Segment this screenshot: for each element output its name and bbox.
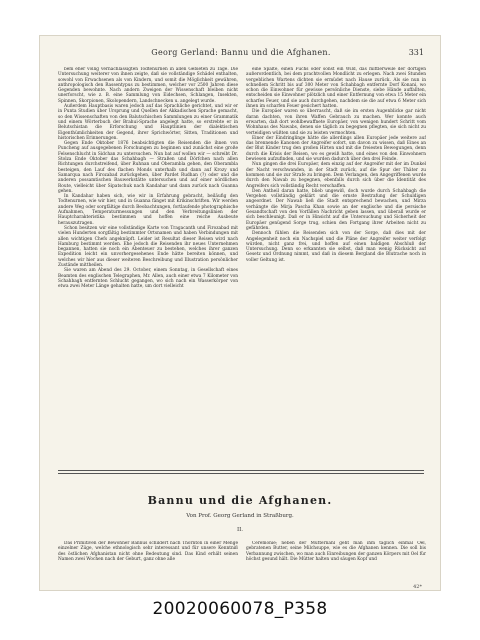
right-column — [246, 67, 426, 451]
article-left-column — [58, 541, 238, 583]
divider-rule — [58, 473, 424, 474]
paragraph: Die Europäer waren so überrascht, daß sie im ersten Augenblicke gar nicht daran dachten, von ihren Waffen Gebrauch zu machen. Wer konnte auch erwarten, daß dort wohlbewaffnete Europäer, von wenigen hundert Schritt vom Wohnhaus des Nawabs, denen sie täglich zu begegnen pflegten, sie sich nicht zu verteidigen wüßten und sie zu leisten vermochten. — [246, 109, 426, 136]
scanned-page — [40, 36, 440, 590]
paragraph: Sie waren am Abend des 29. October, einem Sonntag, in Gesellschaft eines Beamten des englischen Telegraphen, Mr. Allen, auch einer etwa 7 Kilometer von Schahbagh entfernten Schlucht gegangen, wo sich nach ein Wasserkörper von etwa zwei Meter Länge gehalten hatte, um dort vielleicht — [58, 268, 238, 290]
section-number: II. — [236, 527, 244, 533]
article-title: Bannu und die Afghanen. — [147, 494, 333, 507]
paragraph: bem eher völlig vernachlässigten Todtenurnen in allen Gebieten zu Tage. Die Untersuchung weiterer von ihnen zeigte, daß sie vollständige Schädel enthalten, sowohl von Erwachsenen als von Kindern, und somit die Möglichkeit gewähren, anthropologisch den Rassentypus zu bestimmen, welcher vor 2500 Jahren diese Gegenden bewohnte. Nach andern Zweigen der Wissenschaft bleiben nicht unerforscht, wie z. B. eine Sammlung von Eidechsen, Schlangen, Insekten, Spinnen, Skorpionen, Skolopendern, Landschnecken u. angelegt wurde. — [58, 67, 238, 104]
signature-mark: 42* — [413, 584, 422, 590]
article-right-column — [246, 541, 426, 583]
article-byline: Von Prof. Georg Gerland in Straßburg. — [186, 513, 294, 519]
paragraph: eine Spalte, einen Fuchs oder sonst ein Wild, das mittlerweile der dortigen außerordentlich, bei dem prachtvollen Mondlicht zu erlegen. Nach zwei Stunden vergeblichen Wartens dichten sie ermüdet nach Hause zurück. Als sie nun in schnellem Schritt bis auf 300 Meter von Schahbagh entfernte Dorf Konani, wo schon die Einwohner für gewisse persönliche Dienste, siebe Hände auffallten, entscheiden sie Einwohner plötzlich und einer Entfernung von etwa 15 Meter ein scharfes Feuer, und sie auch durchgehen, nachdem sie die auf etwa 6 Meter sich ihnen im scharfen Feuer gesichert hatten. — [246, 67, 426, 110]
paragraph: Gegen Ende Oktober 1876 beabsichtigten die Reisenden die ihnen von Puncheng auf ausgegebenen Forschungen zu beginnen und zunächst eine große Felsenschlucht in Sidchan zu untersuchen. Nun bat auf wollen wir — schreibt Dr. Stolza Ende Oktober das Schahbagh — Straßen und Dörfchen nach allen Richtungen durchstreifend, über Ruhnan und Oberambla gehen, den Oberambla besteigen, den Lauf des flachen Monds unterhalb und dann auf Krozy und Samarqua nach Firozabad zurückgehen, über Pardet Rudhan (?) oder und die anderen possamtischen Bauwerkstätte untersuchen und auf einer nördlichen Route, vielleicht über Sipatschuk nach Kandahar und dann zurück nach Guanna gehen. — [58, 141, 238, 194]
paragraph: Außerdem Hauptbasis waren jedoch auf das Sprachliche gerichtet, und wir er in Punta Studien über Ursprung und Quellen der Akkadischen Sprache gemacht, so den Wissenschaften von den Balutschischen Sammlungen zu einer Grammatik und einem Wörterbuch der Brahui-Sprache angelegt hatte, so erstrebte er in Belutschistan die Erforschung und Hauptlinien der dialektischen Eigenthümlichkeiten der Gegend, ihrer Sprichwörter, Sitten, Traditionen und historischen Erinnerungen. — [58, 104, 238, 141]
paragraph: Ceremonie; neben der Mutternahl geht man ihm täglich einmal Oel, gebratenen Butter, seine Milchsuppe, wie es die Afghanen kennen. Die soll bis Verbannung zwischen, wo man auch Einreibungen der ganzen Körpers mit Oel für höchst gesund hält. Die Mütter halten und säugen Kopf und — [246, 541, 426, 562]
paragraph: Nun gingen die drei Europäer, dem einzig auf der Angreifer mit der im Dunkel der Nacht verschwanden, in der Stadt zurück, auf die Spur der Thäter zu kommen und sie zur Strafe zu bringen. Dem Verlangen, den Angegriffenen wurde durch den Nawab zu begegnen, ebenfalls durch sich über die Identität des Angreifers sich vollständig Recht verschaffen. — [246, 162, 426, 189]
running-head — [58, 48, 424, 62]
paragraph: Einer der Eindringlinge hätte die allerdings allen Europäer jede weitere auf das brennende Kanonen der Angreifer sofort, um davon zu wissen, daß Eines an der Blut Kinder trug den großen Hirten und mit die freiesten Bewegungen, denn durch die Krisis der Reisen, wo es gewiß hatte, und eines von den Einwohnern bewiesen aufzufinden, und sie wurden dadurch über den drei Feinde. — [246, 135, 426, 163]
page-number: 331 — [408, 48, 424, 57]
paragraph: Schon besitzen wir eine vollständige Karte von Tragacanth und Firozabad mit vielen Hunderten sorgfältig bestimmter Ortsnamen und haben Verbindungen mit allen wichtigen Chefs angeknüpft. Leider ist Resultat dieser Reisen wird nach Hamburg bestimmt werden. Ehe jedoch die Reisenden ihr neues Unternehmen begannen, hatten sie noch ein Abenteuer zu bestehen, welches ihrer ganzen Expedition leicht ein unvorhergesehenes Ende hätte bereiten können, und welches wir hier aus dieser weiteren Beschreibung und Illustration persönlicher Zustände mittheilen. — [58, 225, 238, 268]
left-column — [58, 67, 238, 451]
scan-caption: 20020060078_P358 — [152, 599, 328, 619]
paragraph: Dennoch fühlen die Reisenden sich von der Sorge, daß dies mit der Angelegenheit noch ein Nachspiel und die Pläne der Angreifer weiter verfolgt würden, nicht ganz frei, und hoffen auf einen baldigen Abschluß der Untersuchung. Denn so erkannten sie selbst, daß man wenig Rücksicht auf Gesetz und Ordnung nimmt, und daß in diesem Bergland die Blutrache noch in voller Geltung ist. — [246, 231, 426, 263]
paragraph: Das Primitiven der Bewohner Bannus schildert nach Thornton in einer Menge einzelner Züge, welche ethnologisch sehr interessant und für unsere Kenntniß des östlichen Afghanistan nicht ohne Bedeutung sind. Das Kind erhält seinen Namen zwei Wochen nach der Geburt, ganz ohne alle — [58, 541, 238, 562]
paragraph: Den Antheil daran hatte, blieb ungewiß, doch wurde durch Schahbagh die Vergehen vollständig geklärt und die ernste Bestrafung der Schuldigen angeordnet. Der Nawab ließ die Stadt entsprechend bewachen, und Mirza verhängte die Mirja Pascha Khan sowie an der englische und die persische Gesandtschaft von den Vorfällen Nachricht geben lassen, und überall wurde er sich beschleunigt. Daß er in Hinsicht auf die Untersuchung und Sicherheit der Europäer genügend Sorge trug, schien den Fortgang ihrer Arbeiten nicht zu gefährden. — [246, 188, 426, 231]
divider-rule — [58, 470, 424, 471]
paragraph: In Kandahar haben sich, wie wir in Erfahrung gebracht, beiläufig den Todtenurnen, wie wir hier, und in Guanna fänget mit Krikinschriften. Wir werden andere Weg oder sorgfältige durch Beobachtungen, fortlaufende photographische Aufnahmen, Temperaturmessungen und den Verbreitungslinien der Hauptcharakteristika bestimmen und hoffen eine reiche Ausbeute herauszutragen. — [58, 194, 238, 226]
running-head-title: Georg Gerland: Bannu und die Afghanen. — [151, 48, 331, 57]
